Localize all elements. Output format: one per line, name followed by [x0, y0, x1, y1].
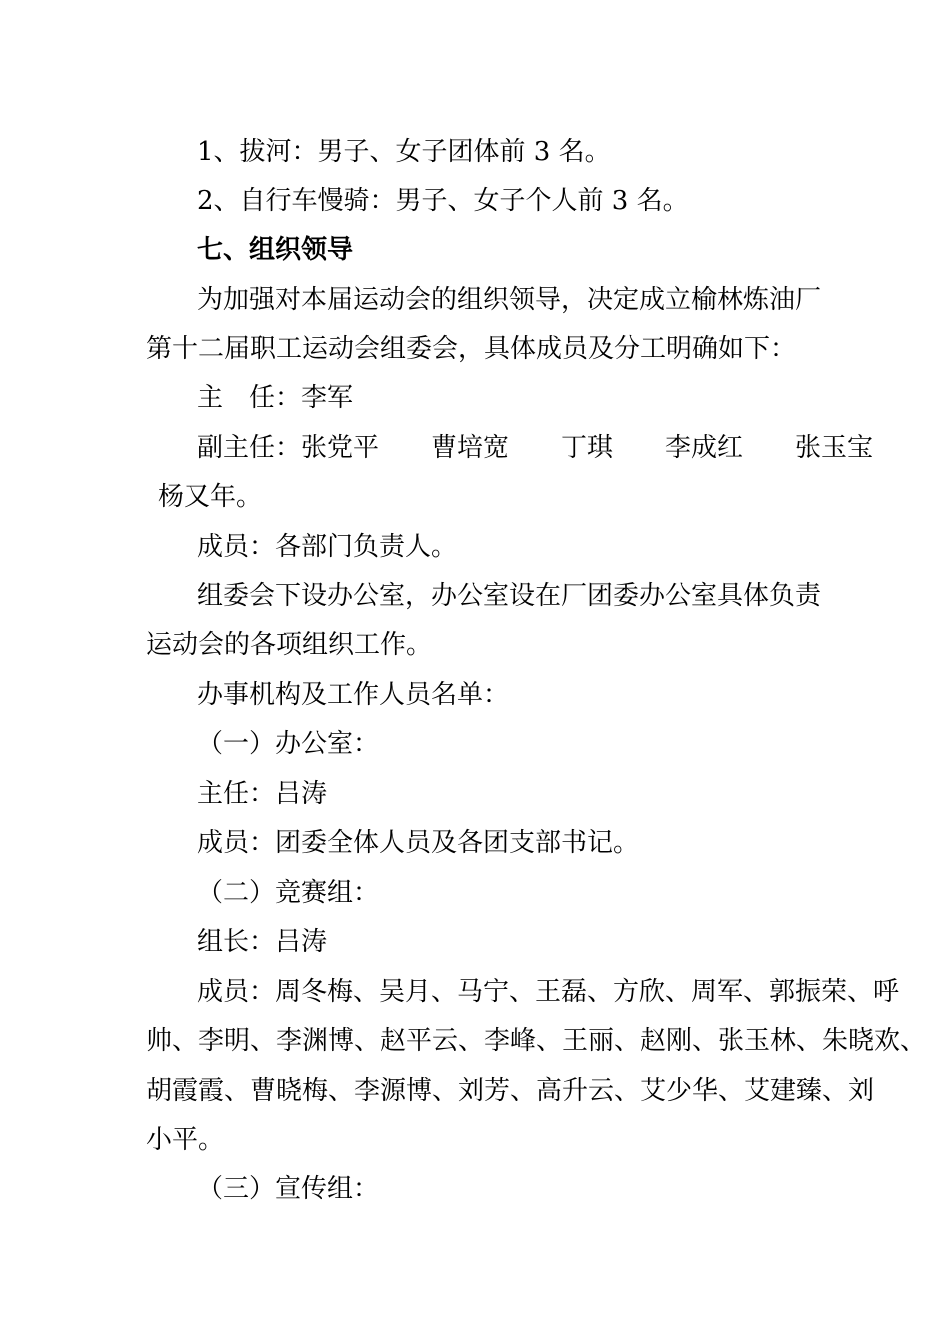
office-lead: 主任：吕涛 [197, 779, 328, 809]
competition-members-line-3: 胡霞霞、曹晓梅、李源博、刘芳、高升云、艾少华、艾建臻、刘 [146, 1076, 875, 1106]
section-heading: 七、组织领导 [197, 235, 354, 265]
office-members: 成员：团委全体人员及各团支部书记。 [197, 828, 640, 858]
item-tug-of-war: 1、拔河：男子、女子团体前 3 名。 [197, 137, 611, 167]
competition-members-line-2: 帅、李明、李渊博、赵平云、李峰、王丽、赵刚、张玉林、朱晓欢、 [146, 1026, 927, 1056]
competition-members-line-4: 小平。 [146, 1125, 225, 1155]
office-setup-line-1: 组委会下设办公室，办公室设在厂团委办公室具体负责 [197, 581, 822, 611]
office-heading: （一）办公室： [197, 729, 380, 759]
members-line: 成员：各部门负责人。 [197, 532, 458, 562]
intro-line-2: 第十二届职工运动会组委会，具体成员及分工明确如下： [146, 334, 797, 364]
competition-lead: 组长：吕涛 [197, 927, 328, 957]
competition-members-line-1: 成员：周冬梅、吴月、马宁、王磊、方欣、周军、郭振荣、呼 [197, 977, 900, 1007]
deputy-line-2: 杨又年。 [158, 482, 263, 512]
publicity-heading: （三）宣传组： [197, 1174, 380, 1204]
director-line: 主 任：李军 [197, 383, 354, 413]
office-setup-line-2: 运动会的各项组织工作。 [146, 630, 433, 660]
deputy-line-1: 副主任：张党平 曹培宽 丁琪 李成红 张玉宝 [197, 433, 874, 463]
staff-list-title: 办事机构及工作人员名单： [197, 680, 510, 710]
competition-heading: （二）竞赛组： [197, 878, 380, 908]
intro-line-1: 为加强对本届运动会的组织领导，决定成立榆林炼油厂 [197, 285, 822, 315]
item-slow-cycling: 2、自行车慢骑：男子、女子个人前 3 名。 [197, 186, 689, 216]
